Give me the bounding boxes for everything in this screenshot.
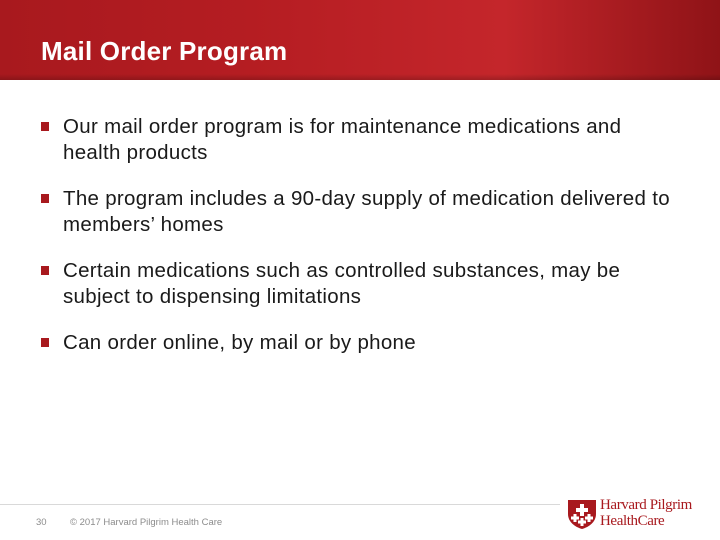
title-bar <box>0 0 720 80</box>
bullet-item <box>41 258 681 310</box>
page-number: 30 <box>36 517 47 528</box>
bullet-text: The program includes a 90-day supply of medication delivered to members’ homes <box>63 187 670 236</box>
bullet-list <box>41 114 681 376</box>
square-bullet-icon <box>41 194 49 203</box>
bullet-text: Our mail order program is for maintenance medications and health products <box>63 115 622 164</box>
logo-line-2: HealthCare <box>600 513 665 529</box>
bullet-item <box>41 186 681 238</box>
logo-wordmark <box>600 497 716 529</box>
slide-title: Mail Order Program <box>41 36 288 66</box>
bullet-text: Certain medications such as controlled substances, may be subject to dispensing limitations <box>63 259 621 308</box>
footer-divider <box>0 504 560 505</box>
bullet-text: Can order online, by mail or by phone <box>63 331 416 354</box>
square-bullet-icon <box>41 122 49 131</box>
logo-line-1: Harvard Pilgrim <box>600 497 692 513</box>
copyright-text: © 2017 Harvard Pilgrim Health Care <box>70 517 223 528</box>
title-bar-shadow <box>0 74 720 80</box>
square-bullet-icon <box>41 338 49 347</box>
company-logo <box>566 496 716 532</box>
hpc-shield-logo-icon <box>566 498 598 530</box>
square-bullet-icon <box>41 266 49 275</box>
bullet-item <box>41 330 681 356</box>
bullet-item <box>41 114 681 166</box>
